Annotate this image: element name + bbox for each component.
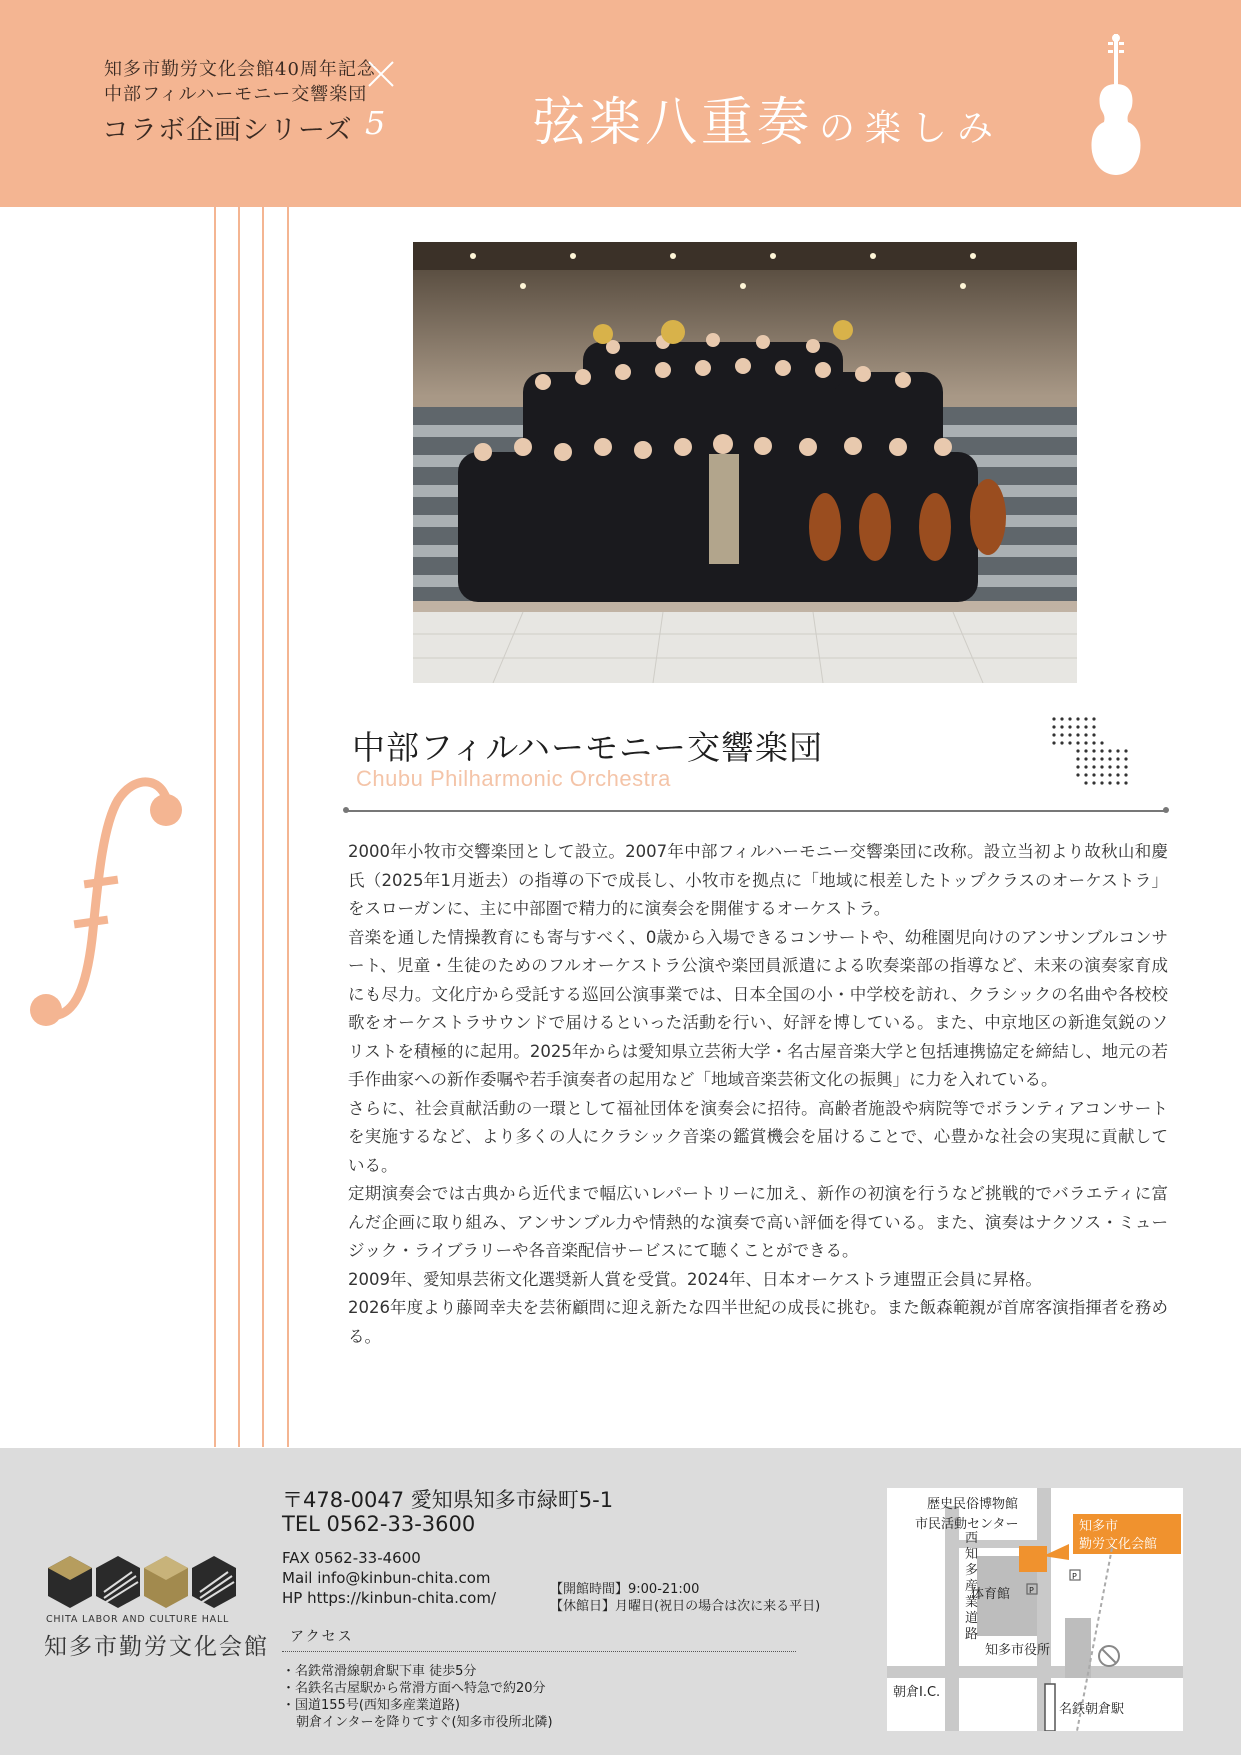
header-anniversary-text: 知多市勤労文化会館40周年記念 [104,59,376,80]
profile-paragraph-5: 2009年、愛知県芸術文化選奨新人賞を受賞。2024年、日本オーケストラ連盟正会員に昇格。 [348,1269,1042,1289]
dot-pattern-icon [1050,715,1130,795]
concert-title-main: 弦楽八重奏 [533,93,814,153]
cross-icon [367,60,395,88]
map-label-hall-line2: 勤労文化会館 [1079,1537,1158,1552]
profile-paragraph-2: 音楽を通した情操教育にも寄与すべく、0歳から入場できるコンサートや、幼稚園児向けのアンサンブルコンサート、児童・生徒のためのフルオーケストラ公演や楽団員派遣による吹奏楽部の指導など、未来の演奏家育成にも尽力。文化庁から受託する巡回公演事業では、日本全国の小・中学校を訪れ、クラシックの名曲や各校校歌をオーケストラサウンドで届けるといった活動を行い、好評を博している。また、中京地区の新進気鋭のソリストを積極的に起用。2025年からは愛知県立芸術大学・名古屋音楽大学と包括連携協定を締結し、地元の若手作曲家への新作委嘱や若手演奏者の起用など「地域音楽芸術文化の振興」に力を入れている。 [348,927,1168,1089]
header-orchestra-text: 中部フィルハーモニー交響楽団 [104,84,368,105]
title-divider [346,810,1166,812]
hall-logo-jp: 知多市勤労文化会館 [44,1634,269,1660]
map-label-parking-2: P [1072,1572,1077,1581]
closed-days: 【休館日】月曜日(祝日の場合は次に来る平日) [550,1599,821,1614]
map-label-road-char: 産 [965,1579,979,1594]
map-label-city-hall: 知多市役所 [985,1643,1051,1658]
access-item: ・国道155号(西知多産業道路) [282,1698,460,1713]
string-line-1 [214,207,216,1447]
access-map [887,1488,1183,1731]
access-item: 朝倉インターを降りてすぐ(知多市役所北隣) [296,1715,553,1730]
map-label-hall-line1: 知多市 [1079,1519,1119,1534]
map-label-parking: P [1029,1586,1034,1595]
footer-mail[interactable]: Mail info@kinbun-chita.com [282,1569,491,1587]
profile-paragraph-1: 2000年小牧市交響楽団として設立。2007年中部フィルハーモニー交響楽団に改称。設立当初より故秋山和慶氏（2025年1月逝去）の指導の下で成長し、小牧市を拠点に「地域に根差したトップクラスのオーケストラ」をスローガンに、主に中部圏で精力的に演奏会を開催するオーケストラ。 [348,842,1168,918]
orchestra-group-photo [413,242,1077,683]
map-label-road-char: 多 [965,1563,979,1578]
concert-title [533,80,1003,155]
orchestra-profile [348,838,1168,1351]
access-title: アクセス [290,1629,354,1645]
violin-icon [1088,32,1144,177]
profile-paragraph-3: さらに、社会貢献活動の一環として福祉団体を演奏会に招待。高齢者施設や病院等でボランティアコンサートを実施するなど、より多くの人にクラシック音楽の鑑賞機会を届けることで、心豊かな社会の実現に貢献している。 [348,1098,1168,1175]
string-line-4 [287,207,289,1447]
concert-title-sub: の楽しみ [819,108,1004,149]
string-line-2 [238,207,240,1447]
map-label-ic: 朝倉I.C. [893,1685,941,1700]
profile-paragraph-4: 定期演奏会では古典から近代まで幅広いレパートリーに加え、新作の初演を行うなど挑戦的でバラエティに富んだ企画に取り組み、アンサンブル力や情熱的な演奏で高い評価を得ている。また、演奏はナクソス・ミュージック・ライブラリーや各音楽配信サービスにて聴くことができる。 [348,1184,1168,1260]
orchestra-name: 中部フィルハーモニー交響楽団 [352,728,824,767]
map-label-road-char: 業 [965,1595,979,1610]
access-item: ・名鉄名古屋駅から常滑方面へ特急で約20分 [282,1681,546,1696]
map-label-road-char: 知 [965,1547,979,1562]
orchestra-name-en: Chubu Philharmonic Orchestra [356,766,671,791]
map-label-road-char: 道 [965,1611,979,1626]
access-item: ・名鉄常滑線朝倉駅下車 徒歩5分 [282,1664,477,1679]
map-label-road-char: 路 [965,1627,979,1642]
map-label-civic-center: 市民活動センター [915,1517,1019,1532]
string-line-3 [262,207,264,1447]
hall-logo-en: CHITA LABOR AND CULTURE HALL [46,1614,230,1625]
f-hole-icon [18,770,188,1040]
footer-homepage-link[interactable]: HP https://kinbun-chita.com/ [282,1589,497,1607]
series-label: コラボ企画シリーズ [102,115,353,146]
map-label-station: 名鉄朝倉駅 [1059,1702,1125,1717]
series-number: 5 [365,104,386,142]
footer-address: 〒478-0047 愛知県知多市緑町5-1 [282,1488,614,1512]
footer-tel: TEL 0562-33-3600 [282,1512,476,1536]
footer-fax: FAX 0562-33-4600 [282,1549,421,1567]
map-label-road [965,1531,978,1642]
hall-logo-icon [44,1552,244,1622]
map-label-gym: 体育館 [971,1587,1011,1602]
map-label-museum: 歴史民俗博物館 [927,1497,1019,1512]
access-divider [282,1651,796,1652]
opening-hours: 【開館時間】9:00-21:00 [550,1582,700,1597]
map-label-road-char: 西 [965,1531,979,1546]
profile-paragraph-6: 2026年度より藤岡幸夫を芸術顧問に迎え新たな四半世紀の成長に挑む。また飯森範親が首席客演指揮者を務める。 [348,1298,1168,1346]
